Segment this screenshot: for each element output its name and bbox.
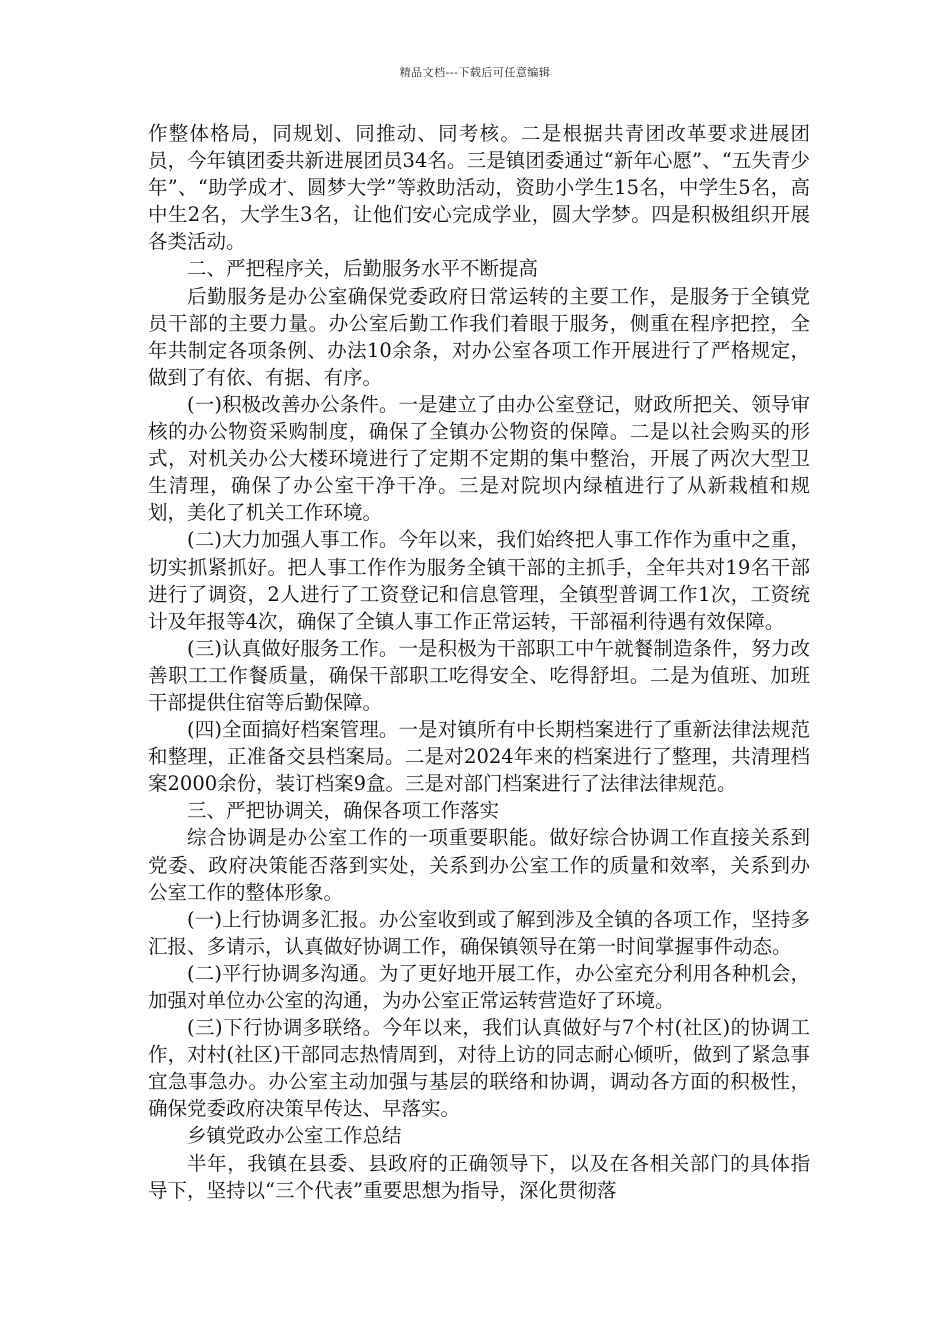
paragraph-office-conditions: (一)积极改善办公条件。一是建立了由办公室登记，财政所把关、领导审核的办公物资采购制度，确保了全镇办公物资的保障。二是以社会购买的形式，对机关办公大楼环境进行了定期不定期的集中整治，开展了两次大型卫生清理，确保了办公室干净干净。三是对院坝内绿植进行了从新栽植和规划，美化了机关工作环境。 bbox=[148, 392, 810, 525]
paragraph-logistics-intro: 后勤服务是办公室确保党委政府日常运转的主要工作，是服务于全镇党员干部的主要力量。办公室后勤工作我们着眼于服务，侧重在程序把控，全年共制定各项条例、办法10余条，对办公室各项工作开展进行了严格规定，做到了有依、有据、有序。 bbox=[148, 284, 810, 389]
paragraph-continuation: 作整体格局，同规划、同推动、同考核。二是根据共青团改革要求进展团员，今年镇团委共新进展团员34名。三是镇团委通过“新年心愿”、“五失青少年”、“助学成才、圆梦大学”等救助活动，资助小学生15名，中学生5名，高中生2名，大学生3名，让他们安心完成学业，圆大学梦。四是积极组织开展各类活动。 bbox=[148, 122, 810, 254]
page-header: 精品文档---下载后可任意编辑 bbox=[399, 66, 551, 79]
section-heading-3: 三、严把协调关，确保各项工作落实 bbox=[187, 799, 500, 823]
paragraph-upward-coordination: (一)上行协调多汇报。办公室收到或了解到涉及全镇的各项工作，坚持多汇报、多请示，认真做好协调工作，确保镇领导在第一时间掌握事件动态。 bbox=[148, 907, 810, 958]
paragraph-personnel-work: (二)大力加强人事工作。今年以来，我们始终把人事工作作为重中之重，切实抓紧抓好。把人事工作作为服务全镇干部的主抓手，全年共对19名干部进行了调资，2人进行了工资登记和信息管理，全镇型普调工作1次，工资统计及年报等4次，确保了全镇人事工作正常运转，干部福利待遇有效保障。 bbox=[148, 528, 810, 633]
document-title: 乡镇党政办公室工作总结 bbox=[187, 1124, 402, 1148]
document-body bbox=[148, 120, 810, 1204]
paragraph-coordination-intro: 综合协调是办公室工作的一项重要职能。做好综合协调工作直接关系到党委、政府决策能否落到实处，关系到办公室工作的质量和效率，关系到办公室工作的整体形象。 bbox=[148, 826, 810, 904]
paragraph-downward-coordination: (三)下行协调多联络。今年以来，我们认真做好与7个村(社区)的协调工作，对村(社区)干部同志热情周到，对待上访的同志耐心倾听，做到了紧急事宜急事急办。办公室主动加强与基层的联络和协调，调动各方面的积极性，确保党委政府决策早传达、早落实。 bbox=[148, 1016, 810, 1121]
paragraph-service-work: (三)认真做好服务工作。一是积极为干部职工中午就餐制造条件，努力改善职工工作餐质量，确保干部职工吃得安全、吃得舒坦。二是为值班、加班干部提供住宿等后勤保障。 bbox=[148, 636, 810, 714]
section-heading-2: 二、严把程序关，后勤服务水平不断提高 bbox=[187, 257, 539, 281]
paragraph-opening: 半年，我镇在县委、县政府的正确领导下，以及在各相关部门的具体指导下，坚持以“三个代表”重要思想为指导，深化贯彻落 bbox=[148, 1151, 810, 1202]
paragraph-parallel-coordination: (二)平行协调多沟通。为了更好地开展工作，办公室充分利用各种机会，加强对单位办公室的沟通，为办公室正常运转营造好了环境。 bbox=[148, 961, 810, 1012]
paragraph-archive-management: (四)全面搞好档案管理。一是对镇所有中长期档案进行了重新法律法规范和整理，正准备交县档案局。二是对2024年来的档案进行了整理，共清理档案2000余份，装订档案9盒。三是对部门档案进行了法律法律规范。 bbox=[148, 718, 810, 796]
